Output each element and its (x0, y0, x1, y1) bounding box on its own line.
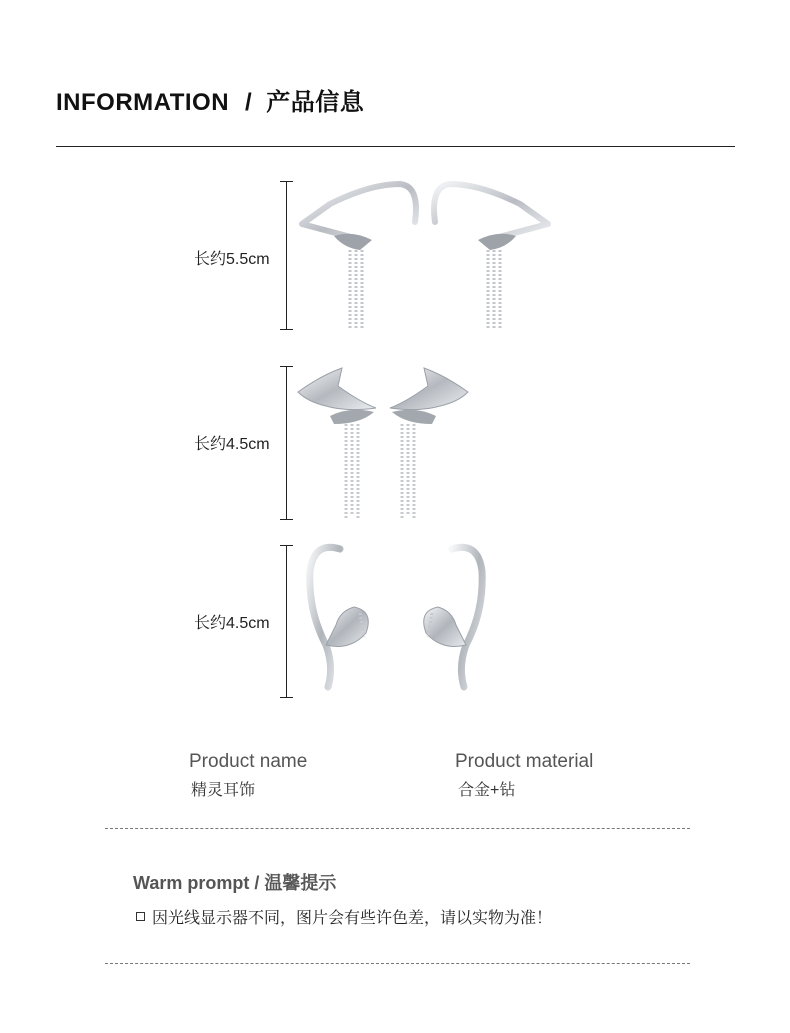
earring-tassel-long-image (290, 178, 560, 336)
size-label-2: 长约4.5cm (194, 436, 270, 453)
header-divider (56, 146, 735, 147)
dashed-divider-bottom (105, 963, 690, 964)
title-separator: / (245, 89, 253, 116)
product-material-heading: Product material (455, 751, 594, 772)
product-name-heading: Product name (189, 751, 308, 772)
earring-tassel-short-image (290, 362, 560, 524)
product-name-value: 精灵耳饰 (191, 782, 256, 799)
dashed-divider-top (105, 828, 690, 829)
size-label-1: 长约5.5cm (194, 251, 270, 268)
title-cn: 产品信息 (266, 89, 365, 116)
size-label-3: 长约4.5cm (194, 615, 270, 632)
page-title (56, 82, 364, 117)
earring-cuff-hook-image (290, 541, 560, 696)
warm-prompt-line (136, 905, 552, 928)
checkbox-square-icon (136, 912, 145, 921)
title-en: INFORMATION (56, 89, 230, 116)
warm-prompt-heading: Warm prompt / 温馨提示 (133, 873, 337, 893)
product-material-value: 合金+钻 (458, 782, 516, 799)
warm-prompt-text: 因光线显示器不同，图片会有些许色差，请以实物为准！ (152, 910, 553, 927)
